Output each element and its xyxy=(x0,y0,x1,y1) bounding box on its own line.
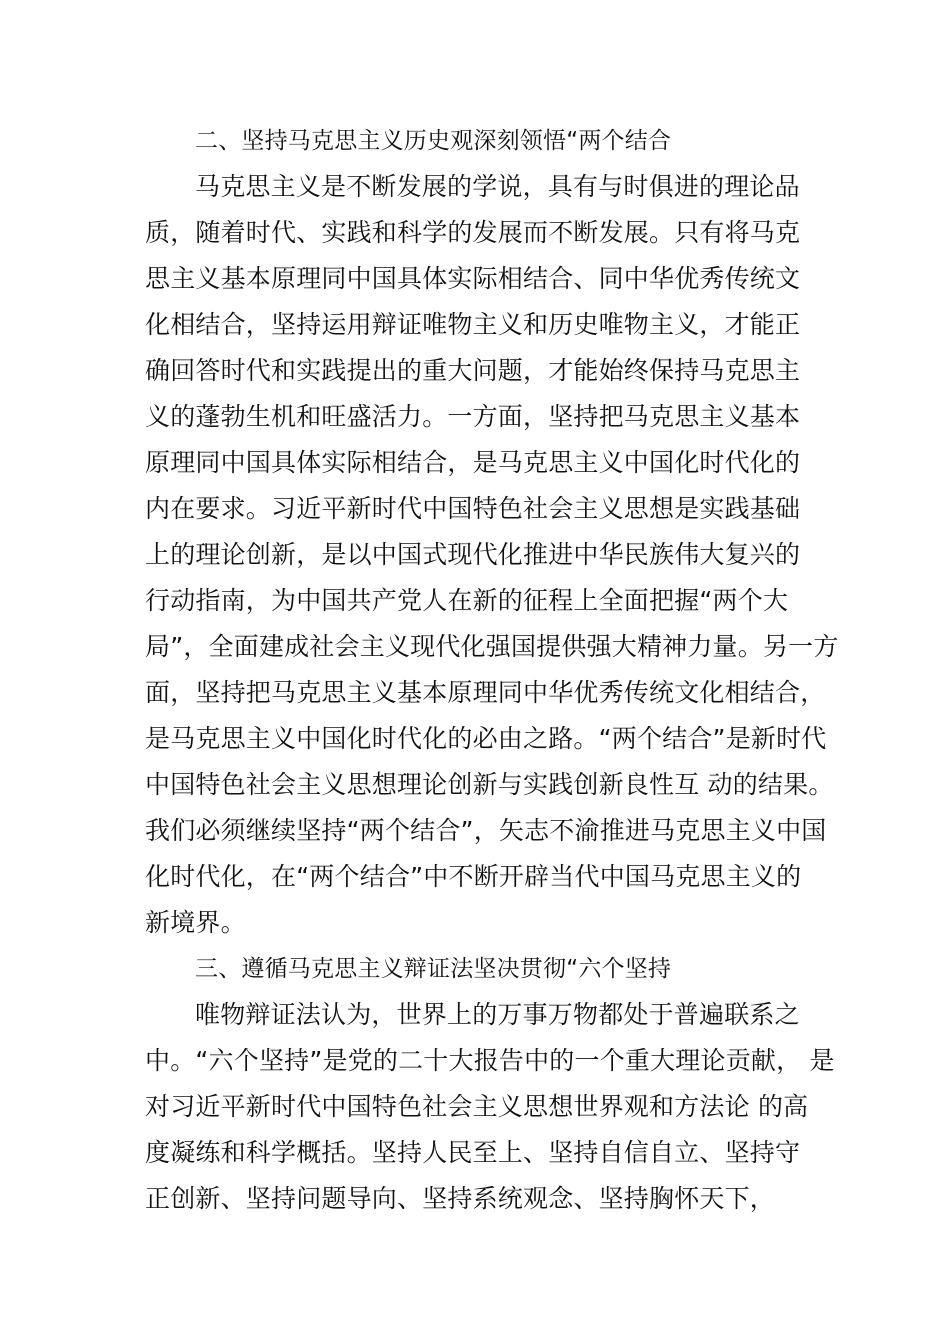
paragraph-line: 质，随着时代、实践和科学的发展而不断发展。只有将马克 xyxy=(145,218,801,247)
paragraph-three-dialectics xyxy=(145,992,835,1222)
section-heading-two: 二、坚持马克思主义历史观深刻领悟“两个结合 xyxy=(195,128,672,154)
paragraph-line: 度凝练和科学概括。坚持人民至上、坚持自信自立、坚持守 xyxy=(145,1138,801,1167)
paragraph-line: 唯物辩证法认为，世界上的万事万物都处于普遍联系之 xyxy=(195,1000,800,1029)
paragraph-two-historical-view xyxy=(145,164,839,946)
paragraph-line: 新境界。 xyxy=(145,908,246,937)
paragraph-line: 原理同中国具体实际相结合，是马克思主义中国化时代化的 xyxy=(145,448,801,477)
paragraph-line: 内在要求。习近平新时代中国特色社会主义思想是实践基础 xyxy=(145,494,801,523)
paragraph-line: 行动指南，为中国共产党人在新的征程上全面把握“两个大 xyxy=(145,586,789,615)
paragraph-line: 马克思主义是不断发展的学说，具有与时俱进的理论品 xyxy=(195,172,800,201)
paragraph-line: 化时代化，在“两个结合”中不断开辟当代中国马克思主义的 xyxy=(145,862,802,891)
paragraph-line: 正创新、坚持问题导向、坚持系统观念、坚持胸怀天下， xyxy=(145,1184,776,1213)
paragraph-line: 化相结合，坚持运用辩证唯物主义和历史唯物主义，才能正 xyxy=(145,310,801,339)
section-heading-three: 三、遵循马克思主义辩证法坚决贯彻“六个坚持 xyxy=(195,956,672,982)
paragraph-line: 义的蓬勃生机和旺盛活力。一方面，坚持把马克思主义基本 xyxy=(145,402,801,431)
paragraph-line: 是马克思主义中国化时代化的必由之路。“两个结合”是新时代 xyxy=(145,724,827,753)
paragraph-line: 局”，全面建成社会主义现代化强国提供强大精神力量。另一方 xyxy=(145,632,839,661)
paragraph-line: 上的理论创新，是以中国式现代化推进中华民族伟大复兴的 xyxy=(145,540,801,569)
paragraph-line: 面，坚持把马克思主义基本原理同中华优秀传统文化相结合， xyxy=(145,678,826,707)
paragraph-line: 确回答时代和实践提出的重大问题，才能始终保持马克思主 xyxy=(145,356,801,385)
paragraph-line: 中。“六个坚持”是党的二十大报告中的一个重大理论贡献， 是 xyxy=(145,1046,835,1075)
paragraph-line: 思主义基本原理同中国具体实际相结合、同中华优秀传统文 xyxy=(145,264,801,293)
paragraph-line: 我们必须继续坚持“两个结合”，矢志不渝推进马克思主义中国 xyxy=(145,816,827,845)
paragraph-line: 对习近平新时代中国特色社会主义思想世界观和方法论 的高 xyxy=(145,1092,809,1121)
paragraph-line: 中国特色社会主义思想理论创新与实践创新良性互 动的结果。 xyxy=(145,770,834,799)
document-body xyxy=(145,118,839,1222)
